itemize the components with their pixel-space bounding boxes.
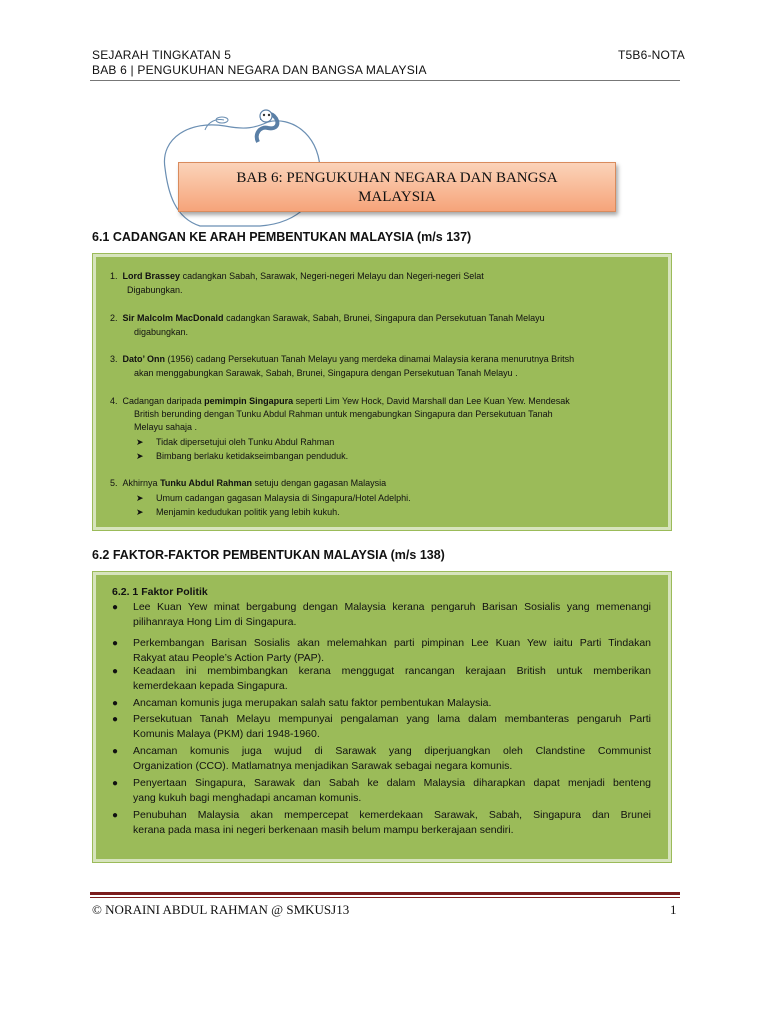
proposal-item-4-sub-1: Tidak dipersetujui oleh Tunku Abdul Rahman <box>156 437 335 447</box>
factor-bullet-line: Lee Kuan Yew minat bergabung dengan Malaysia kerana pengaruh Barisan Sosialis yang memenangi <box>133 601 651 613</box>
proposal-item-1-cont: Digabungkan. <box>127 285 183 295</box>
bullet-icon: ● <box>112 778 119 789</box>
factor-bullet-line: Organization (CCO). Matlamatnya menjadikan Sarawak sebagai negara komunis. <box>133 760 513 772</box>
proposal-item-4-sub-2: Bimbang berlaku ketidakseimbangan penduduk. <box>156 451 349 461</box>
header-chapter: BAB 6 | PENGUKUHAN NEGARA DAN BANGSA MALAYSIA <box>92 63 427 77</box>
bullet-icon: ● <box>112 746 119 757</box>
proposal-item-3: 3. Dato’ Onn (1956) cadang Persekutuan Tanah Melayu yang merdeka dinamai Malaysia kerana menurutnya Britsh <box>110 354 575 364</box>
page-number: 1 <box>670 902 677 917</box>
factor-bullet-line: Persekutuan Tanah Melayu mempunyai pengalaman yang lama dalam membanteras pengaruh Parti <box>133 713 651 725</box>
factor-subheading: 6.2. 1 Faktor Politik <box>112 586 208 598</box>
factor-bullet-line: pilihanraya Hong Lim di Singapura. <box>133 616 297 628</box>
proposal-item-5-sub-1: Umum cadangan gagasan Malaysia di Singapura/Hotel Adelphi. <box>156 493 411 503</box>
proposal-item-3-cont: akan menggabungkan Sarawak, Sabah, Brunei, Singapura dengan Persekutuan Tanah Melayu . <box>134 368 518 378</box>
bullet-icon: ● <box>112 698 119 709</box>
proposal-item-2: 2. Sir Malcolm MacDonald cadangkan Sarawak, Sabah, Brunei, Singapura dan Persekutuan Tanah Melayu <box>110 313 545 323</box>
factor-bullet-line: yang kukuh bagi menghadapi ancaman komunis. <box>133 792 362 804</box>
footer-rule-thin <box>90 897 680 898</box>
section-heading-6-1: 6.1 CADANGAN KE ARAH PEMBENTUKAN MALAYSIA (m/s 137) <box>92 230 472 244</box>
bullet-icon: ● <box>112 638 119 649</box>
factor-bullet-line: Ancaman komunis juga merupakan salah satu faktor pembentukan Malaysia. <box>133 697 492 709</box>
arrow-icon: ➤ <box>136 437 144 447</box>
proposal-item-4-cont2: Melayu sahaja . <box>134 422 198 432</box>
proposal-item-4: 4. Cadangan daripada pemimpin Singapura seperti Lim Yew Hock, David Marshall dan Lee Kuan Yew. Mendesak <box>110 396 570 406</box>
header-divider <box>90 80 680 81</box>
factor-bullet-line: Keadaan ini membimbangkan kerana menggugat rancangan kerajaan British untuk memberikan <box>133 665 651 677</box>
arrow-icon: ➤ <box>136 493 144 503</box>
factor-bullet-line: kemerdekaan kepada Singapura. <box>133 680 288 692</box>
arrow-icon: ➤ <box>136 451 144 461</box>
arrow-icon: ➤ <box>136 507 144 517</box>
bullet-icon: ● <box>112 714 119 725</box>
bullet-icon: ● <box>112 602 119 613</box>
chapter-title-banner <box>178 162 616 212</box>
proposal-item-5: 5. Akhirnya Tunku Abdul Rahman setuju dengan gagasan Malaysia <box>110 478 387 488</box>
chapter-title-line1: BAB 6: PENGUKUHAN NEGARA DAN BANGSA <box>236 170 558 186</box>
factor-bullet-line: kerana pada masa ini negeri berkenaan masih belum mampu berkerajaan sendiri. <box>133 824 514 836</box>
header-subject: SEJARAH TINGKATAN 5 <box>92 48 232 62</box>
proposal-item-2-cont: digabungkan. <box>134 327 189 337</box>
footer-rule-thick <box>90 892 680 895</box>
factor-bullet-line: Rakyat atau People’s Action Party (PAP). <box>133 652 325 664</box>
footer-author: © NORAINI ABDUL RAHMAN @ SMKUSJ13 <box>92 902 350 917</box>
proposal-item-1: 1. Lord Brassey cadangkan Sabah, Sarawak, Negeri-negeri Melayu dan Negeri-negeri Selat <box>110 271 484 281</box>
section-heading-6-2: 6.2 FAKTOR-FAKTOR PEMBENTUKAN MALAYSIA (m/s 138) <box>92 548 445 562</box>
factor-bullet-line: Penubuhan Malaysia akan mempercepat kemerdekaan Sarawak, Sabah, Singapura dan Brunei <box>133 809 651 821</box>
bullet-icon: ● <box>112 666 119 677</box>
proposal-item-5-sub-2: Menjamin kedudukan politik yang lebih kukuh. <box>156 507 340 517</box>
proposal-item-4-cont: British berunding dengan Tunku Abdul Rahman untuk mengabungkan Singapura dan Persekutuan Tanah <box>134 409 553 419</box>
factor-bullet-line: Perkembangan Barisan Sosialis akan melemahkan parti pimpinan Lee Kuan Yew iaitu Parti Tindakan <box>133 637 651 649</box>
factor-bullet-line: Ancaman komunis juga wujud di Sarawak yang diperjuangkan oleh Clandstine Communist <box>133 745 651 757</box>
header-code: T5B6-NOTA <box>618 48 685 62</box>
factor-bullet-line: Penyertaan Singapura, Sarawak dan Sabah ke dalam Malaysia diharapkan dapat menjadi benteng <box>133 777 651 789</box>
chapter-title-line2: MALAYSIA <box>358 189 436 205</box>
bullet-icon: ● <box>112 810 119 821</box>
factor-bullet-line: Komunis Malaya (PKM) dari 1948-1960. <box>133 728 320 740</box>
